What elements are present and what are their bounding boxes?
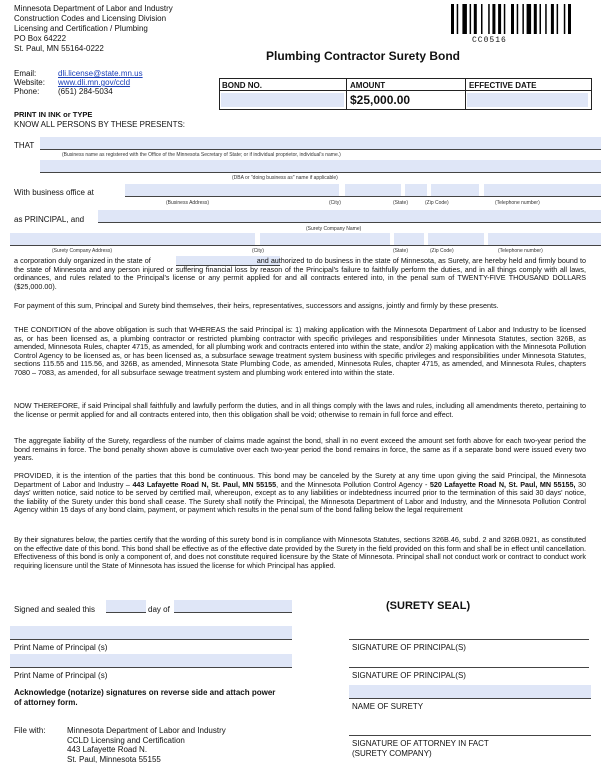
acknowledge-note: Acknowledge (notarize) signatures on reverse side and attach power of attorney form. [14, 688, 276, 707]
provided-paragraph [14, 472, 586, 515]
file-with-line: St. Paul, Minnesota 55155 [67, 754, 161, 764]
sig-principal-1-label: SIGNATURE OF PRINCIPAL(S) [352, 643, 466, 652]
print-name-1-field[interactable] [10, 626, 292, 639]
signatures-paragraph: By their signatures below, the parties certify that the wording of this surety bond is in compliance with Minnesota Statutes, sections 326B.46, subd. 2 and 326B.0921, as constituted on the effective date of this bond. This bond shall be effective as of the effective date provided by the Surety in the field provided on this form and shall be in effect until cancellation. Effectiveness of this bond is only a component of, and does not constitute required licensure by the State of Minnesota. Principal shall not conduct work or contract to conduct work requiring licensure until the State of Minnesota has issued the license for which Principal has applied. [14, 535, 586, 570]
surety-phone-field[interactable] [488, 233, 601, 245]
attorney-line: SIGNATURE OF ATTORNEY IN FACT [352, 739, 489, 748]
signed-sealed-label: Signed and sealed this [14, 605, 95, 614]
amount-value: $25,000.00 [350, 93, 411, 107]
dba-field[interactable] [40, 160, 601, 172]
surety-city-field[interactable] [260, 233, 390, 245]
dba-caption: (DBA or "doing business as" name if applicable) [232, 175, 338, 181]
file-with-line: CCLD Licensing and Certification [67, 735, 185, 745]
para-address: 443 Lafayette Road N, St. Paul, MN 55155 [132, 479, 277, 489]
business-city-field[interactable] [345, 184, 401, 196]
contact-block [14, 69, 143, 96]
business-name-field[interactable] [40, 137, 601, 149]
business-zip-field[interactable] [431, 184, 479, 196]
zip-caption: (Zip Code) [425, 200, 449, 206]
file-with-line: 443 Lafayette Road N. [67, 745, 148, 754]
business-state-field[interactable] [405, 184, 427, 196]
city-caption: (City) [329, 200, 341, 206]
surety-name-sign-field[interactable] [349, 685, 591, 698]
print-name-2-field[interactable] [10, 654, 292, 667]
attorney-line: (SURETY COMPANY) [352, 749, 432, 758]
print-name-2-label: Print Name of Principal (s) [14, 671, 108, 680]
effective-date-label: EFFECTIVE DATE [469, 81, 537, 90]
signed-day-field[interactable] [106, 600, 146, 612]
amount-label: AMOUNT [350, 81, 386, 90]
website-link[interactable]: www.dli.mn.gov/ccld [58, 78, 131, 87]
office-label: With business office at [14, 188, 94, 197]
agency-line: Licensing and Certification / Plumbing [14, 24, 148, 33]
name-of-surety-label: NAME OF SURETY [352, 702, 424, 711]
surety-address-field[interactable] [10, 233, 255, 245]
bond-no-field[interactable] [221, 93, 344, 107]
agency-address [14, 4, 173, 54]
para-text: and authorized to do business in the state of Minnesota, as Surety, are hereby held and firmly bound to the state of Minnesota and any person injured or suffering financial loss by reason of the Principal's failure to faithfully perform the duties, and in all things comply with all laws, ordinances, and rules related to the Principal's license or any permit applied for and all contracts entered into, in the penal sum of TWENTY-FIVE THOUSAND DOLLARS ($25,000.00). [14, 256, 586, 291]
surety-address-caption: (Surety Company Address) [52, 248, 113, 254]
surety-name-field[interactable] [98, 210, 601, 222]
file-with-line: Minnesota Department of Labor and Industry [67, 726, 226, 735]
website-label: Website: [14, 78, 45, 87]
agency-line: St. Paul, MN 55164-0222 [14, 44, 104, 53]
obligation-paragraph [14, 257, 586, 291]
para-text: a corporation duly organized in the state of [14, 256, 151, 265]
page-title: Plumbing Contractor Surety Bond [266, 49, 461, 63]
effective-date-field[interactable] [467, 93, 588, 107]
condition-paragraph: THE CONDITION of the above obligation is such that WHEREAS the said Principal is: 1) making application with the Minnesota Department of Labor and Industry to be licensed as, or has been licensed as, a plumbing contractor or restricted plumbing contractor with specific privileges and responsibilities under Minnesota Statutes, section 326B, as amended, Minnesota Rules, chapter 4715, as amended, for all plumbing work and contracts entered into within the state, and/or 2) making application with the Minnesota Pollution Control Agency to be licensed as, or has been licensed as, a subsurface sewage treatment system business with specific privileges and responsibilities under Minnesota Statutes, sections 115.55 and 115.56, and 326B, as amended, Minnesota State Plumbing Code, as amended, Minnesota Rules, chapter 4715, as amended, and Minnesota Rules, chapters 7080 – 7083, as amended, for all subsurface sewage treatment system and plumbing work entered into within the state. [14, 325, 586, 377]
phone-caption: (Telephone number) [495, 200, 540, 206]
know-all-heading: KNOW ALL PERSONS BY THESE PRESENTS: [14, 120, 186, 129]
business-phone-field[interactable] [484, 184, 601, 196]
agency-line: Construction Codes and Licensing Division [14, 14, 167, 23]
address-caption: (Business Address) [166, 200, 210, 206]
bond-no-label: BOND NO. [222, 81, 262, 90]
that-label: THAT [14, 141, 35, 150]
business-address-field[interactable] [125, 184, 339, 196]
surety-name-caption: (Surety Company Name) [306, 226, 362, 232]
form-code: CC0516 [472, 36, 507, 45]
email-link[interactable]: dli.license@state.mn.us [58, 69, 143, 78]
state-caption: (State) [393, 200, 409, 206]
file-with-address [67, 726, 226, 764]
principal-label: as PRINCIPAL, and [14, 215, 85, 224]
para-address: 520 Lafayette Road N, St. Paul, MN 55155, [429, 479, 576, 489]
sig-principal-2-label: SIGNATURE OF PRINCIPAL(S) [352, 671, 466, 680]
aggregate-liability-paragraph: The aggregate liability of the Surety, regardless of the number of claims made against the bond, shall in no event exceed the amount set forth above for each two-year period the bond remains in force. The bond penalty shown above is cumulative over each two-year period the bond remains in force, the same as if a separate bond were issued every two years. [14, 436, 586, 463]
phone-value: (651) 284-5034 [58, 87, 113, 96]
surety-city-caption: (City) [252, 248, 264, 254]
day-of-label: day of [148, 605, 170, 614]
para-text: 30 days' written notice, said notice to be served by certified mail, whereupon, except as to any liabilities or indebtedness incurred prior to the termination of this said 30 days' notice, the liability of the Surety under this bond shall cease. The Surety shall notify the Principal, the Minnesota Department of Labor and Industry, and the Minnesota Pollution Control Agency within 15 days of any bond claim, payment, or payment which results in the penal sum of the bond falling below the legal requirement [14, 479, 587, 515]
surety-zip-field[interactable] [428, 233, 484, 245]
print-note: PRINT IN INK or TYPE [14, 110, 93, 119]
agency-line: PO Box 64222 [14, 34, 67, 43]
payment-paragraph: For payment of this sum, Principal and Surety bind themselves, their heirs, representatives, successors and assigns, jointly and firmly by these presents. [14, 301, 499, 310]
surety-phone-caption: (Telephone number) [498, 248, 543, 254]
surety-seal-label: (SURETY SEAL) [386, 600, 471, 612]
business-name-caption: (Business name as registered with the Office of the Minnesota Secretary of State; or if individual proprietor, individual's name.) [62, 152, 341, 158]
phone-label: Phone: [14, 87, 40, 96]
now-therefore-paragraph: NOW THEREFORE, if said Principal shall faithfully and lawfully perform the duties, and in all things comply with the laws and rules, including all amendments thereto, pertaining to the license or permit applied for and all contracts entered into, then this obligation shall be void; otherwise to remain in full force and effect. [14, 401, 586, 419]
signed-month-field[interactable] [174, 600, 292, 612]
attorney-signature-label [352, 739, 489, 759]
barcode-icon [451, 4, 591, 34]
para-text: PROVIDED, it is the intention of the parties that this bond be continuous. This bond may be canceled by the Surety at any time upon giving the said Principal, the Minnesota Department of Labor and Industry – [14, 471, 586, 489]
agency-line: Minnesota Department of Labor and Industry [14, 4, 173, 13]
surety-state-caption: (State) [393, 248, 409, 254]
para-text: , and the Minnesota Pollution Control Agency - [276, 479, 428, 489]
print-name-1-label: Print Name of Principal (s) [14, 643, 108, 652]
surety-state-field[interactable] [394, 233, 424, 245]
file-with-label: File with: [14, 726, 46, 735]
email-label: Email: [14, 69, 37, 78]
surety-zip-caption: (Zip Code) [430, 248, 454, 254]
